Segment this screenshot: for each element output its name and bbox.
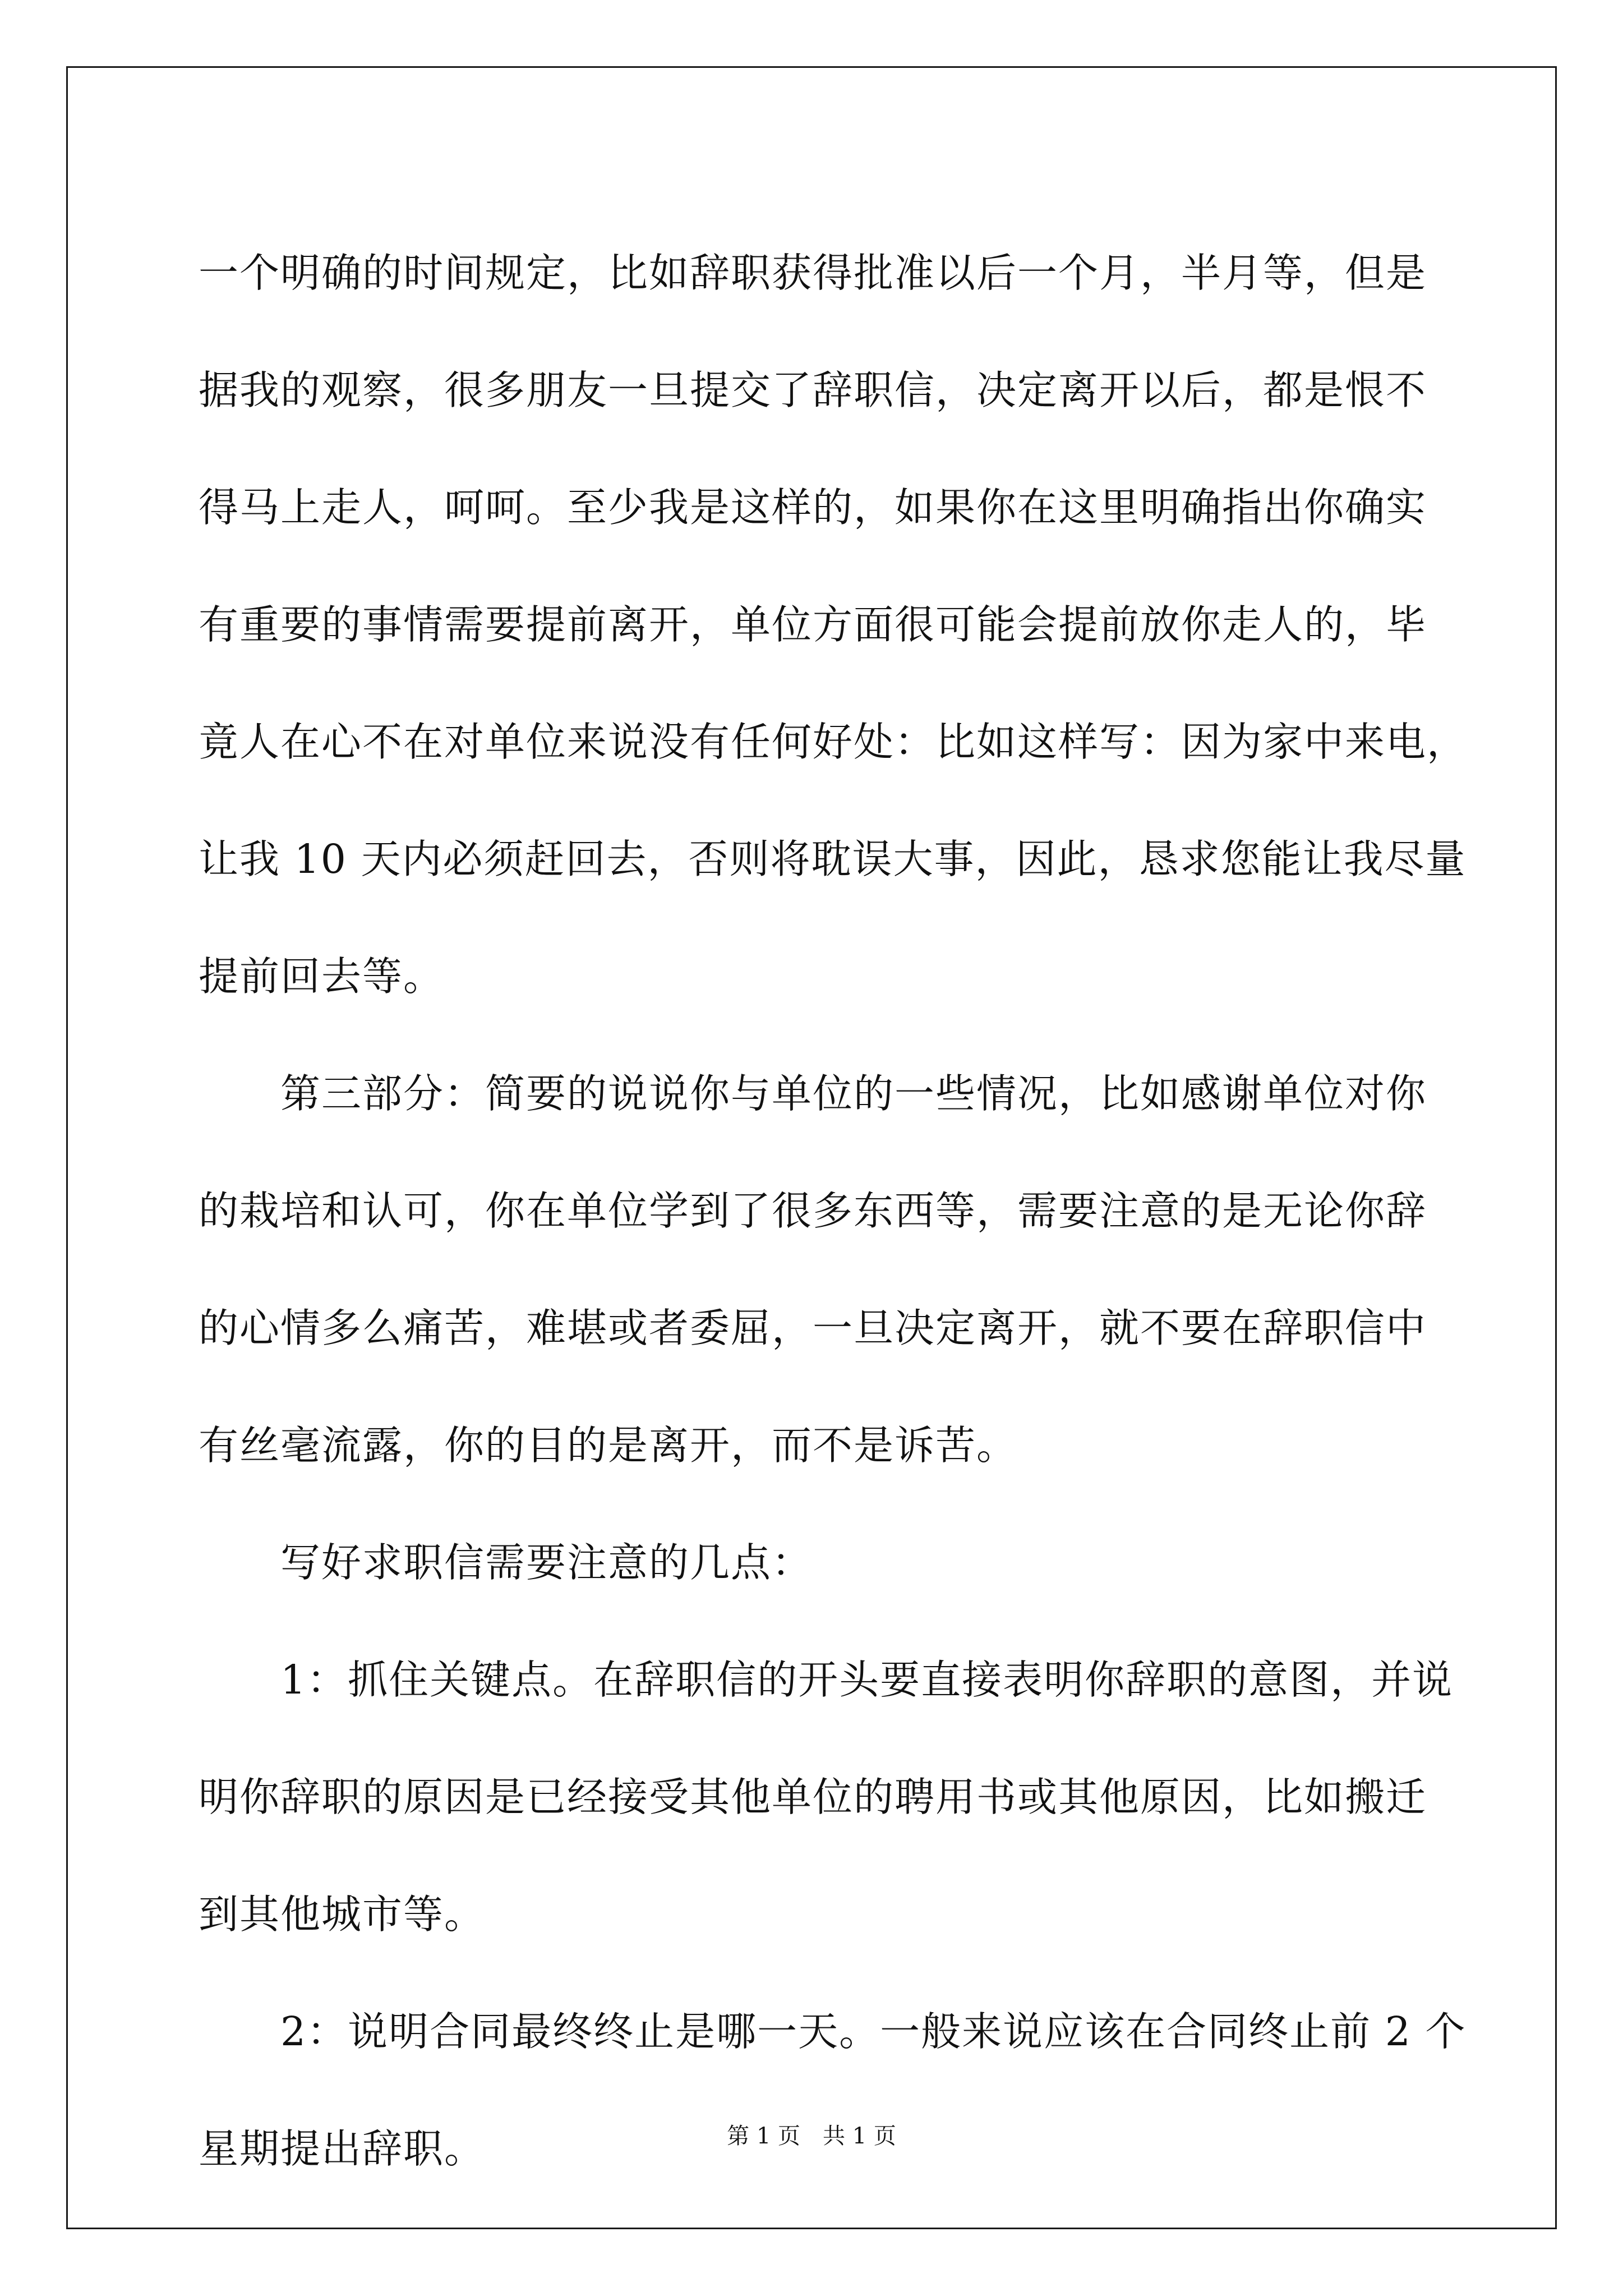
paragraph-start-line: 写好求职信需要注意的几点：: [280, 1539, 813, 1586]
text-line: 得马上走人，呵呵。至少我是这样的，如果你在这里明确指出你确实: [199, 484, 1427, 531]
text-line: 一个明确的时间规定，比如辞职获得批准以后一个月，半月等，但是: [199, 250, 1427, 296]
text-line: 让我 10 天内必须赶回去，否则将耽误大事，因此，恳求您能让我尽量: [199, 836, 1467, 882]
text-line: 星期提出辞职。: [199, 2125, 486, 2172]
document-body: [199, 214, 1468, 2207]
text-line: 竟人在心不在对单位来说没有任何好处：比如这样写：因为家中来电，: [199, 719, 1468, 765]
paragraph-start-line: 第三部分：简要的说说你与单位的一些情况，比如感谢单位对你: [280, 1070, 1427, 1117]
paragraph-start-line: 1：抓住关键点。在辞职信的开头要直接表明你辞职的意图，并说: [280, 1657, 1454, 1703]
text-line: 明你辞职的原因是已经接受其他单位的聘用书或其他原因，比如搬迁: [199, 1774, 1427, 1820]
text-line: 到其他城市等。: [199, 1891, 486, 1938]
text-line: 提前回去等。: [199, 953, 445, 1000]
text-line: 的心情多么痛苦，难堪或者委屈，一旦决定离开，就不要在辞职信中: [199, 1305, 1427, 1351]
text-line: 据我的观察，很多朋友一旦提交了辞职信，决定离开以后，都是恨不: [199, 367, 1427, 413]
paragraph-start-line: 2：说明合同最终终止是哪一天。一般来说应该在合同终止前 2 个: [280, 2008, 1467, 2055]
text-line: 有丝毫流露，你的目的是离开，而不是诉苦。: [199, 1422, 1018, 1469]
page-number-footer: 第 1 页 共 1 页: [727, 2123, 896, 2149]
text-line: 的栽培和认可，你在单位学到了很多东西等，需要注意的是无论你辞: [199, 1188, 1427, 1234]
text-line: 有重要的事情需要提前离开，单位方面很可能会提前放你走人的，毕: [199, 601, 1427, 648]
